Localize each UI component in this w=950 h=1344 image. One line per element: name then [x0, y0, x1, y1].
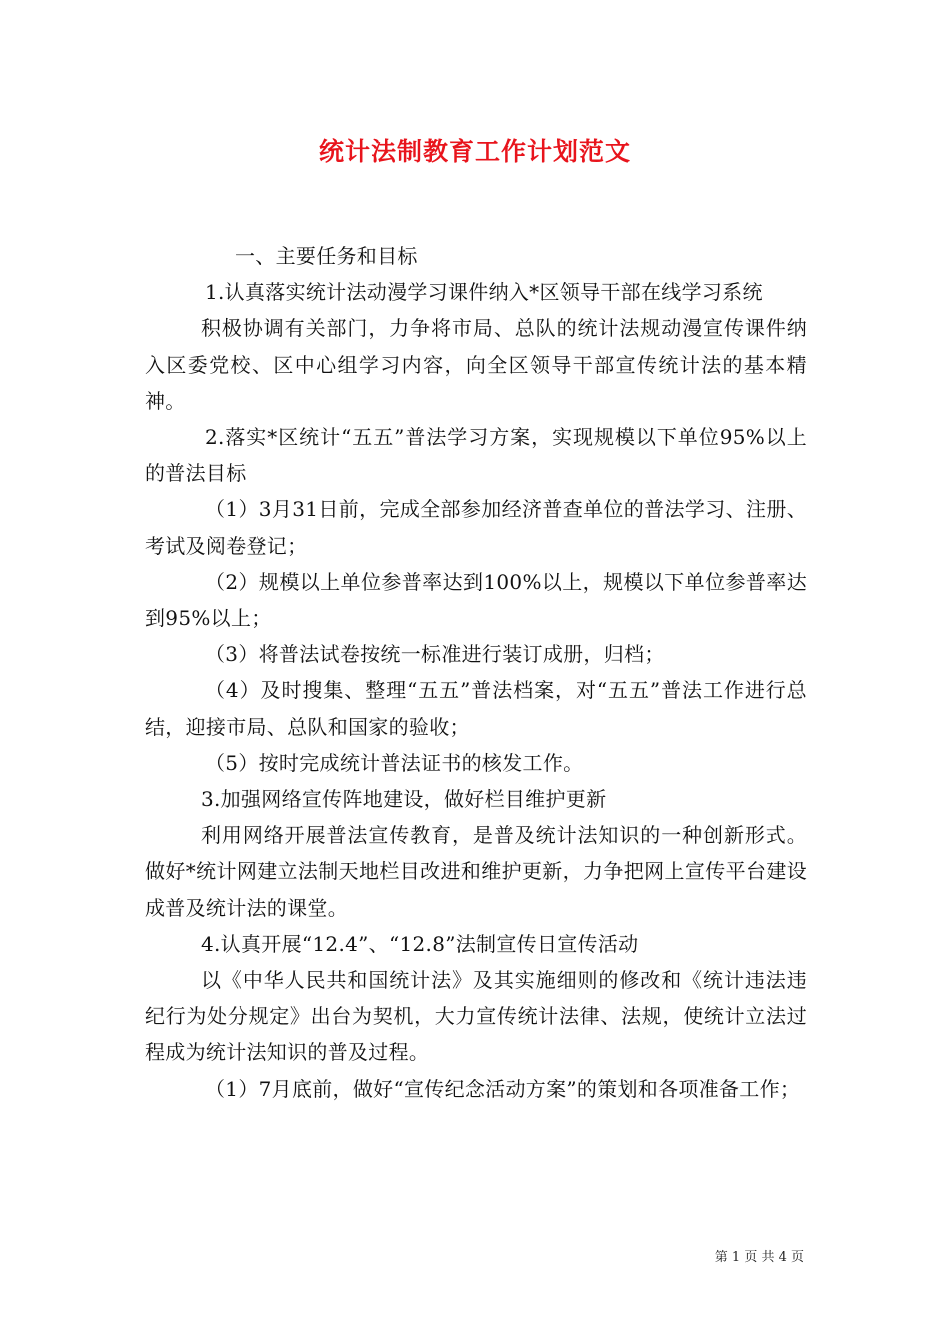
document-body	[145, 238, 807, 1107]
paragraph: 以《中华人民共和国统计法》及其实施细则的修改和《统计违法违纪行为处分规定》出台为契机，大力宣传统计法律、法规，使统计立法过程成为统计法知识的普及过程。	[145, 968, 807, 1065]
paragraph: 积极协调有关部门，力争将市局、总队的统计法规动漫宣传课件纳入区委党校、区中心组学习内容，向全区领导干部宣传统计法的基本精神。	[145, 316, 807, 413]
list-item: （4）及时搜集、整理“五五”普法档案，对“五五”普法工作进行总结，迎接市局、总队和国家的验收；	[145, 678, 807, 739]
page-number: 第 1 页 共 4 页	[714, 1250, 804, 1265]
list-item: （5）按时完成统计普法证书的核发工作。	[205, 750, 584, 775]
paragraph: 利用网络开展普法宣传教育，是普及统计法知识的一种创新形式。做好*统计网建立法制天地栏目改进和维护更新，力争把网上宣传平台建设成普及统计法的课堂。	[145, 823, 807, 920]
document-title: 统计法制教育工作计划范文	[318, 137, 631, 166]
list-item: （1）3月31日前，完成全部参加经济普查单位的普法学习、注册、考试及阅卷登记；	[145, 497, 807, 558]
item-heading: 3.加强网络宣传阵地建设，做好栏目维护更新	[201, 787, 607, 812]
list-item: （1）7月底前，做好“宣传纪念活动方案”的策划和各项准备工作；	[205, 1076, 801, 1101]
section-heading: 一、主要任务和目标	[235, 244, 418, 268]
item-heading: 1.认真落实统计法动漫学习课件纳入*区领导干部在线学习系统	[205, 280, 763, 305]
list-item: （3）将普法试卷按统一标准进行装订成册，归档；	[205, 642, 665, 667]
list-item: （2）规模以上单位参普率达到100%以上，规模以下单位参普率达到95%以上；	[145, 569, 807, 631]
item-heading: 4.认真开展“12.4”、“12.8”法制宣传日宣传活动	[201, 931, 639, 956]
item-heading: 2.落实*区统计“五五”普法学习方案，实现规模以下单位95%以上的普法目标	[145, 425, 807, 486]
